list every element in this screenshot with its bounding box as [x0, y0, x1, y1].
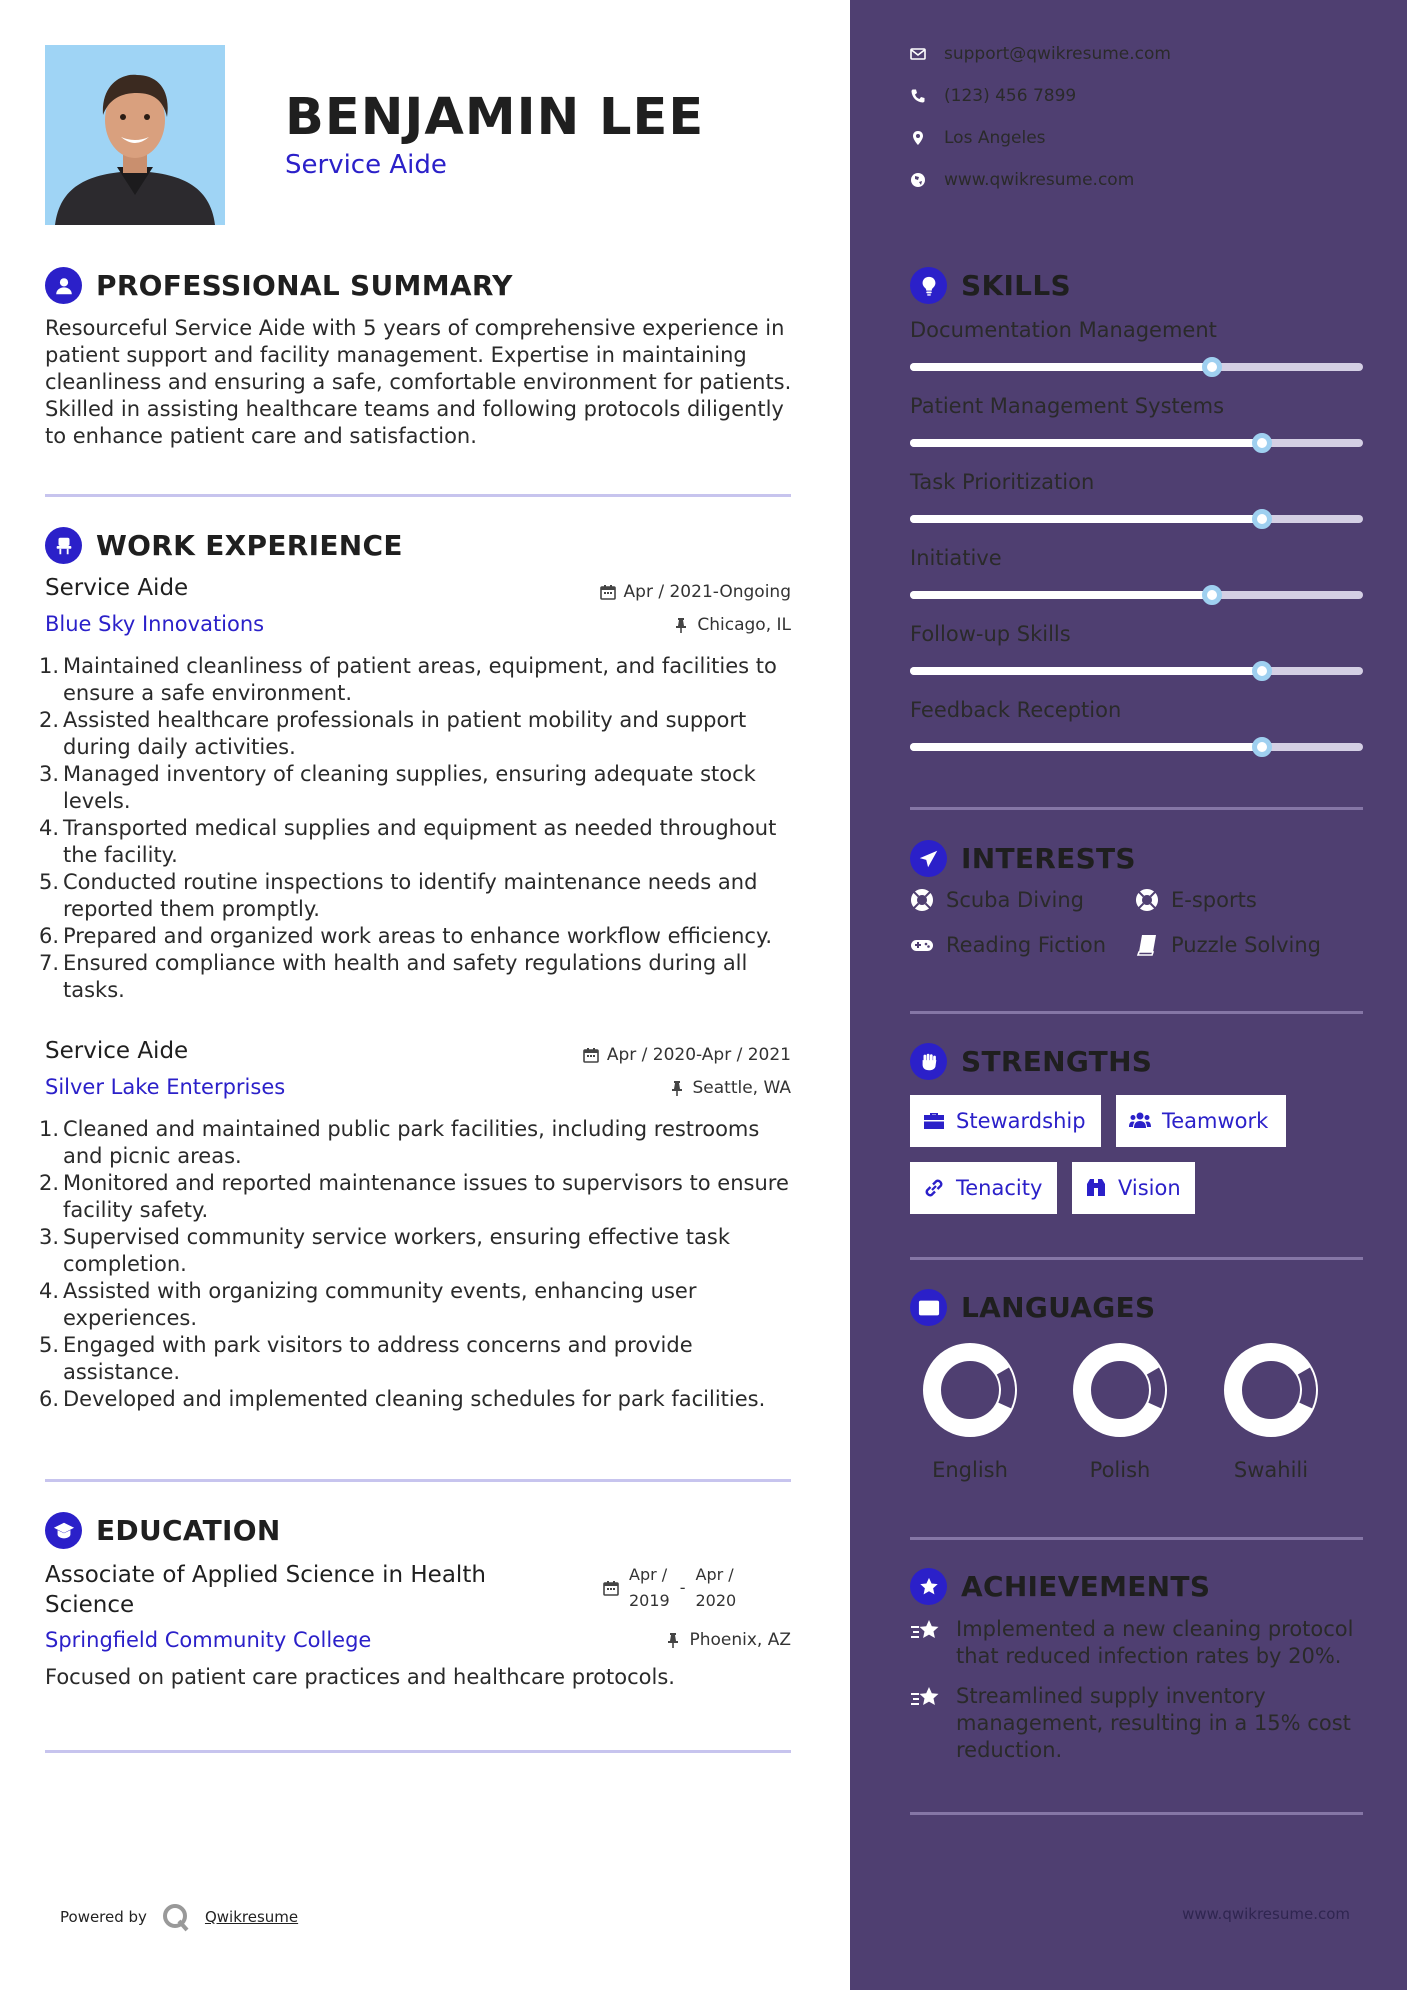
list-item: 4. Transported medical supplies and equipment as needed throughout the facility.: [39, 816, 777, 867]
job-location: [669, 1078, 792, 1098]
strengths-heading: [910, 1043, 1152, 1080]
strength-label: Vision: [1118, 1176, 1181, 1200]
skills-heading-text: SKILLS: [961, 269, 1071, 302]
summary-heading: [45, 267, 513, 304]
footer-url[interactable]: www.qwikresume.com: [1182, 1905, 1350, 1923]
achievement-text: Implemented a new cleaning protocol that reduced infection rates by 20%.: [956, 1617, 1354, 1668]
education-location-text: Phoenix, AZ: [689, 1630, 791, 1650]
contact-email[interactable]: [910, 44, 1171, 64]
paper-plane-icon: [910, 840, 947, 877]
language-level-ring: [920, 1340, 1020, 1440]
skill-bar-fill: [910, 743, 1262, 751]
job-title: Service Aide: [45, 575, 189, 601]
divider: [910, 1257, 1363, 1260]
achievements-heading-text: ACHIEVEMENTS: [961, 1570, 1211, 1603]
interests-heading: [910, 840, 1136, 877]
calendar-icon: [583, 1047, 599, 1063]
envelope-icon: [910, 46, 926, 62]
pin-icon: [673, 617, 689, 633]
interest-item: [1135, 933, 1321, 957]
contact-website-text: www.qwikresume.com: [944, 170, 1135, 190]
calendar-icon: [603, 1580, 619, 1596]
language-level-ring: [1070, 1340, 1170, 1440]
user-icon: [45, 267, 82, 304]
skill-bar-fill: [910, 363, 1212, 371]
language-icon: [910, 1289, 947, 1326]
binoculars-icon: [1084, 1176, 1108, 1200]
achievements-heading: [910, 1568, 1210, 1605]
lightbulb-icon: [910, 267, 947, 304]
interest-label: E-sports: [1171, 888, 1257, 912]
contact-phone-text: (123) 456 7899: [944, 86, 1077, 106]
skill-bar: [910, 363, 1363, 371]
divider: [45, 494, 791, 497]
brand-link[interactable]: Qwikresume: [204, 1908, 299, 1926]
achievement-item: [910, 1683, 1370, 1764]
interest-label: Puzzle Solving: [1171, 933, 1321, 957]
skill-name: Patient Management Systems: [910, 394, 1225, 418]
job-dates: [600, 582, 791, 602]
star-badge-icon: [910, 1568, 947, 1605]
contact-website[interactable]: [910, 170, 1134, 190]
list-item: 5. Conducted routine inspections to identify maintenance needs and reported them promptly.: [39, 870, 758, 921]
life-ring-icon: [1135, 888, 1159, 912]
globe-icon: [910, 172, 926, 188]
contact-phone[interactable]: [910, 86, 1076, 106]
chair-icon: [45, 527, 82, 564]
skill-name: Documentation Management: [910, 318, 1217, 342]
skill-bar-fill: [910, 515, 1262, 523]
pin-icon: [665, 1632, 681, 1648]
skill-name: Task Prioritization: [910, 470, 1095, 494]
strength-chip: [1116, 1095, 1286, 1147]
skill-bar-knob: [1202, 585, 1222, 605]
interest-label: Scuba Diving: [946, 888, 1084, 912]
language-label: English: [932, 1458, 1008, 1482]
degree-title: Associate of Applied Science in Health Science: [45, 1562, 486, 1618]
language-item: [1065, 1340, 1175, 1482]
skill-bar-fill: [910, 591, 1212, 599]
summary-heading-text: PROFESSIONAL SUMMARY: [96, 269, 513, 302]
graduation-cap-icon: [45, 1512, 82, 1549]
date-separator: -: [679, 1578, 686, 1597]
job-title: Service Aide: [45, 1038, 189, 1064]
strength-label: Stewardship: [956, 1109, 1086, 1133]
language-item: [1216, 1340, 1326, 1482]
candidate-name: BENJAMIN LEE: [285, 88, 705, 147]
gamepad-icon: [910, 933, 934, 957]
list-item: 7. Ensured compliance with health and safety regulations during all tasks.: [39, 951, 748, 1002]
calendar-icon: [600, 584, 616, 600]
briefcase-icon: [922, 1109, 946, 1133]
skill-bar-knob: [1202, 357, 1222, 377]
list-item: 1. Maintained cleanliness of patient areas, equipment, and facilities to ensure a safe environment.: [39, 654, 777, 705]
job-location-text: Seattle, WA: [692, 1078, 791, 1098]
job-company: Blue Sky Innovations: [45, 612, 265, 636]
phone-icon: [910, 88, 926, 104]
skill-bar: [910, 591, 1363, 599]
skill-name: Feedback Reception: [910, 698, 1122, 722]
languages-heading: [910, 1289, 1155, 1326]
candidate-title: Service Aide: [285, 150, 447, 180]
language-label: Swahili: [1233, 1458, 1309, 1482]
life-ring-icon: [910, 888, 934, 912]
education-start: Apr / 2019: [629, 1565, 670, 1610]
skill-bar: [910, 515, 1363, 523]
education-heading: [45, 1512, 281, 1549]
list-item: 2. Assisted healthcare professionals in patient mobility and support during daily activities.: [39, 708, 747, 759]
skill-bar: [910, 439, 1363, 447]
skill-bar: [910, 743, 1363, 751]
education-end: Apr / 2020: [695, 1565, 737, 1610]
job-dates-text: Apr / 2021-Ongoing: [623, 582, 791, 602]
education-dates: [603, 1562, 736, 1614]
skill-bar: [910, 667, 1363, 675]
list-item: 3. Supervised community service workers, ensuring effective task completion.: [39, 1225, 730, 1276]
language-label: Polish: [1089, 1458, 1151, 1482]
strength-label: Tenacity: [956, 1176, 1043, 1200]
contact-location-text: Los Angeles: [944, 128, 1046, 148]
qwikresume-logo-icon: [161, 1902, 191, 1932]
divider: [910, 1812, 1363, 1815]
location-pin-icon: [910, 130, 926, 146]
list-item: 6. Prepared and organized work areas to enhance workflow efficiency.: [39, 924, 773, 948]
strength-chip: [910, 1162, 1057, 1214]
job-bullets: [39, 653, 805, 1004]
experience-heading: [45, 527, 403, 564]
interests-heading-text: INTERESTS: [961, 842, 1136, 875]
link-icon: [922, 1176, 946, 1200]
experience-heading-text: WORK EXPERIENCE: [96, 529, 403, 562]
achievement-item: [910, 1616, 1370, 1670]
star-icon: [910, 1685, 942, 1713]
education-heading-text: EDUCATION: [96, 1514, 281, 1547]
list-item: 2. Monitored and reported maintenance issues to supervisors to ensure facility safety.: [39, 1171, 789, 1222]
skill-bar-fill: [910, 439, 1262, 447]
skill-name: Initiative: [910, 546, 1002, 570]
list-item: 3. Managed inventory of cleaning supplies, ensuring adequate stock levels.: [39, 762, 756, 813]
language-level-ring: [1221, 1340, 1321, 1440]
list-item: 6. Developed and implemented cleaning schedules for park facilities.: [39, 1387, 766, 1411]
summary-text: Resourceful Service Aide with 5 years of comprehensive experience in patient support and facility management. Expertise in maintaining cleanliness and ensuring a safe, comfortable environment for patients. Skilled in assisting healthcare teams and following protocols diligently to enhance patient care and satisfaction.: [45, 316, 792, 448]
job-location: [673, 615, 791, 635]
education-location: [665, 1630, 791, 1650]
list-item: 5. Engaged with park visitors to address concerns and provide assistance.: [39, 1333, 693, 1384]
strength-chip: [1072, 1162, 1195, 1214]
interest-item: [910, 933, 1106, 957]
users-icon: [1128, 1109, 1152, 1133]
contact-email-text: support@qwikresume.com: [944, 44, 1171, 64]
divider: [45, 1750, 791, 1753]
languages-heading-text: LANGUAGES: [961, 1291, 1156, 1324]
strength-label: Teamwork: [1162, 1109, 1269, 1133]
list-item: 4. Assisted with organizing community events, enhancing user experiences.: [39, 1279, 697, 1330]
strength-chip: [910, 1095, 1101, 1147]
job-location-text: Chicago, IL: [697, 615, 791, 635]
divider: [910, 1537, 1363, 1540]
powered-by: [60, 1902, 298, 1932]
job-dates: [583, 1045, 791, 1065]
profile-photo: [45, 45, 225, 225]
contact-location: [910, 128, 1046, 148]
skills-heading: [910, 267, 1071, 304]
strengths-heading-text: STRENGTHS: [961, 1045, 1153, 1078]
skill-bar-fill: [910, 667, 1262, 675]
divider: [45, 1479, 791, 1482]
skill-name: Follow-up Skills: [910, 622, 1071, 646]
pin-icon: [669, 1080, 685, 1096]
interest-item: [1135, 888, 1257, 912]
job-company: Silver Lake Enterprises: [45, 1075, 286, 1099]
fist-icon: [910, 1043, 947, 1080]
powered-by-label: Powered by: [60, 1908, 147, 1926]
job-bullets: [39, 1116, 805, 1413]
divider: [910, 1011, 1363, 1014]
interest-item: [910, 888, 1084, 912]
star-icon: [910, 1618, 942, 1646]
interest-label: Reading Fiction: [946, 933, 1107, 957]
education-description: Focused on patient care practices and healthcare protocols.: [45, 1665, 675, 1689]
book-icon: [1135, 933, 1159, 957]
divider: [910, 807, 1363, 810]
school-name: Springfield Community College: [45, 1628, 372, 1652]
language-item: [915, 1340, 1025, 1482]
job-dates-text: Apr / 2020-Apr / 2021: [606, 1045, 791, 1065]
list-item: 1. Cleaned and maintained public park facilities, including restrooms and picnic areas.: [39, 1117, 760, 1168]
achievement-text: Streamlined supply inventory management, resulting in a 15% cost reduction.: [956, 1684, 1351, 1762]
